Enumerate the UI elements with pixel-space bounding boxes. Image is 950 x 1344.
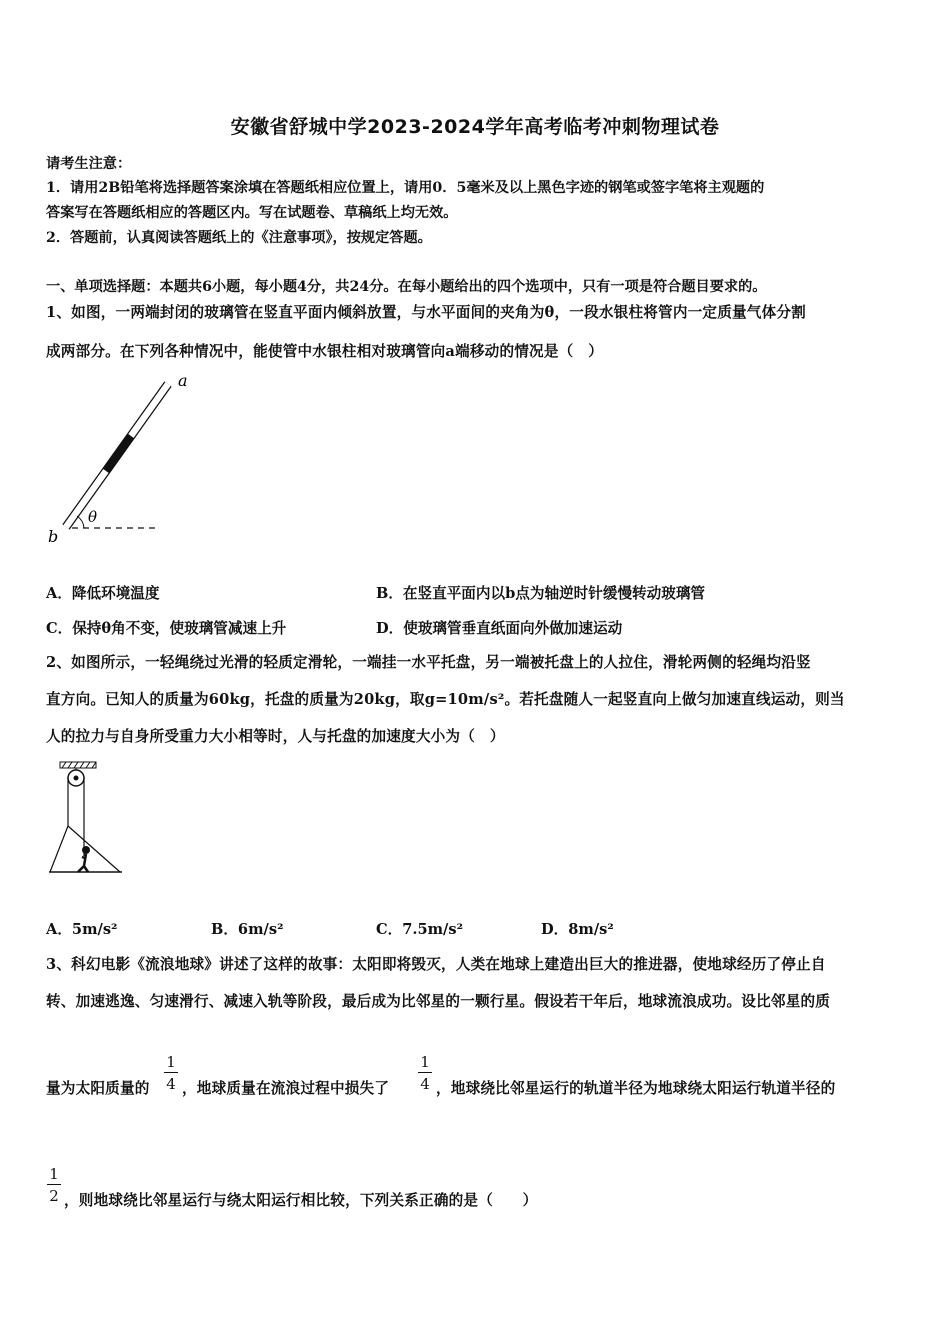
q1-option-c: C．保持θ角不变，使玻璃管减速上升	[46, 620, 287, 637]
q3-fraction-2	[418, 1052, 432, 1095]
q3-line-3c: ，地球绕比邻星运行的轨道半径为地球绕太阳运行轨道半径的	[436, 1080, 836, 1097]
notice-heading: 请考生注意：	[46, 156, 132, 172]
q2-option-b: B．6m/s²	[211, 921, 284, 938]
fraction-2-denominator: 4	[420, 1075, 430, 1093]
q1-option-a: A．降低环境温度	[46, 585, 160, 602]
section-heading: 一、单项选择题：本题共6小题，每小题4分，共24分。在每小题给出的四个选项中，只有一项是符合题目要求的。	[46, 279, 767, 295]
q2-option-a: A．5m/s²	[46, 921, 118, 938]
label-a: a	[178, 371, 188, 390]
notice-line-2: 答案写在答题纸相应的答题区内。写在试题卷、草稿纸上均无效。	[46, 205, 458, 221]
q2-line-1: 2、如图所示，一轻绳绕过光滑的轻质定滑轮，一端挂一水平托盘，另一端被托盘上的人拉住，滑轮两侧的轻绳均沿竖	[46, 654, 811, 671]
q3-line-3a: 量为太阳质量的	[46, 1080, 150, 1097]
q1-line-2: 成两部分。在下列各种情况中，能使管中水银柱相对玻璃管向a端移动的情况是（ ）	[46, 343, 604, 360]
notice-line-3: 2．答题前，认真阅读答题纸上的《注意事项》，按规定答题。	[46, 230, 432, 246]
q2-option-d: D．8m/s²	[541, 921, 614, 938]
q1-line-1: 1、如图，一两端封闭的玻璃管在竖直平面内倾斜放置，与水平面间的夹角为θ，一段水银柱将管内一定质量气体分割	[46, 304, 806, 321]
fraction-1-denominator: 4	[166, 1075, 176, 1093]
person-body	[78, 854, 88, 872]
q3-line-1: 3、科幻电影《流浪地球》讲述了这样的故事：太阳即将毁灭，人类在地球上建造出巨大的推进器，使地球经历了停止自	[46, 956, 826, 973]
page-title: 安徽省舒城中学2023-2024学年高考临考冲刺物理试卷	[230, 116, 720, 138]
label-theta: θ	[88, 508, 98, 526]
q2-pulley-figure	[46, 758, 126, 878]
fraction-2-numerator: 1	[418, 1052, 432, 1073]
q3-fraction-1	[164, 1052, 178, 1095]
q1-tube-figure	[40, 370, 220, 550]
q2-option-c: C．7.5m/s²	[376, 921, 463, 938]
fraction-3-numerator: 1	[47, 1164, 61, 1185]
q2-line-3: 人的拉力与自身所受重力大小相等时，人与托盘的加速度大小为（ ）	[46, 728, 505, 745]
mercury-column	[106, 436, 131, 471]
fraction-1-numerator: 1	[164, 1052, 178, 1073]
q1-option-d: D．使玻璃管垂直纸面向外做加速运动	[376, 620, 623, 637]
q3-line-3b: ，地球质量在流浪过程中损失了	[182, 1080, 390, 1097]
person-head	[82, 846, 90, 854]
q3-line-2: 转、加速逃逸、匀速滑行、减速入轨等阶段，最后成为比邻星的一颗行星。假设若干年后，地球流浪成功。设比邻星的质	[46, 993, 831, 1010]
q2-line-2: 直方向。已知人的质量为60kg，托盘的质量为20kg，取g=10m/s²。若托盘随人一起竖直向上做匀加速直线运动，则当	[46, 691, 845, 708]
q3-line-4: ，则地球绕比邻星运行与绕太阳运行相比较，下列关系正确的是（ ）	[64, 1192, 538, 1209]
label-b: b	[48, 527, 59, 546]
q1-option-b: B．在竖直平面内以b点为轴逆时针缓慢转动玻璃管	[376, 585, 706, 602]
fraction-3-denominator: 2	[49, 1187, 59, 1205]
notice-line-1: 1．请用2B铅笔将选择题答案涂填在答题纸相应位置上，请用0．5毫米及以上黑色字迹的钢笔或签字笔将主观题的	[46, 180, 765, 196]
q3-fraction-3	[47, 1164, 61, 1207]
